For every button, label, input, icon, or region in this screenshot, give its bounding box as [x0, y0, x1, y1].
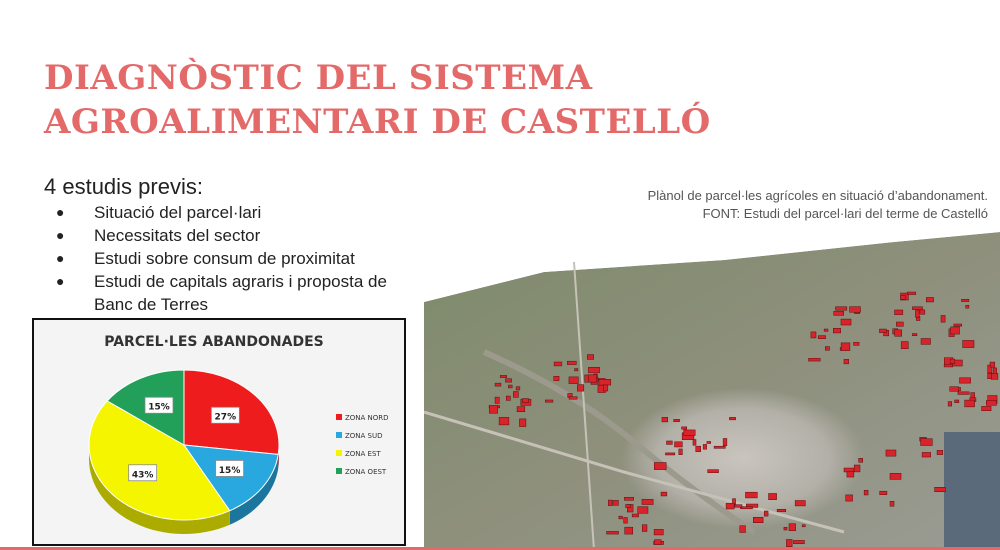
parcel-mark [854, 342, 860, 345]
parcel-mark [495, 397, 499, 403]
slide-title-line-2: AGROALIMENTARI DE CASTELLÓ [44, 102, 711, 142]
parcel-mark [834, 311, 844, 315]
parcel-mark [921, 439, 933, 446]
parcel-mark [567, 361, 576, 364]
parcel-mark [841, 319, 851, 325]
list-item [56, 247, 426, 270]
parcel-mark [626, 505, 631, 508]
parcel-mark [958, 392, 969, 395]
parcel-mark [901, 342, 908, 349]
parcel-mark [519, 419, 525, 427]
parcel-mark [675, 442, 683, 447]
parcel-mark [890, 473, 901, 479]
parcel-mark [603, 385, 607, 391]
bullet-icon: ● [56, 227, 65, 243]
parcel-mark [802, 525, 805, 527]
parcel-mark [505, 379, 511, 382]
parcel-mark [632, 514, 638, 517]
chart-title: PARCEL·LES ABANDONADES [104, 334, 324, 350]
parcel-mark [508, 385, 512, 388]
parcel-mark [921, 339, 930, 345]
parcel-mark [682, 427, 687, 429]
parcel-mark [638, 507, 648, 514]
parcel-mark [569, 397, 577, 400]
slide-title-line-1: DIAGNÒSTIC DEL SISTEMA [44, 58, 593, 98]
bullet-list [56, 201, 426, 316]
parcel-mark [735, 505, 742, 508]
parcel-mark [667, 441, 673, 444]
parcel-mark [966, 305, 969, 308]
legend-swatch [336, 468, 342, 474]
bullet-text: Necessitats del sector [94, 226, 261, 245]
parcel-mark [890, 501, 894, 506]
parcel-mark [844, 359, 849, 364]
parcel-mark [599, 379, 611, 385]
parcel-mark [545, 400, 553, 402]
parcel-mark [661, 492, 667, 496]
parcel-mark [965, 400, 975, 407]
bullet-text: Situació del parcel·lari [94, 203, 262, 222]
parcel-mark [912, 334, 917, 336]
parcel-mark [847, 472, 854, 477]
bullet-icon: ● [56, 250, 65, 266]
legend-swatch [336, 432, 342, 438]
parcel-mark [654, 529, 663, 535]
parcel-mark [729, 417, 735, 419]
parcel-mark [726, 503, 734, 509]
legend-entry: ZONA NORD [345, 414, 389, 422]
intro-text: 4 estudis previs: [44, 174, 203, 199]
parcel-mark [937, 450, 943, 454]
parcel-mark [665, 453, 674, 455]
parcel-mark [960, 378, 971, 383]
bullet-text: Estudi de capitals agraris i proposta de Banc de Terres [94, 272, 387, 314]
parcel-mark [654, 540, 661, 545]
port-area [944, 432, 1000, 550]
data-label: 27% [214, 412, 237, 423]
parcel-mark [954, 324, 962, 326]
parcel-mark [569, 377, 578, 384]
parcel-mark [854, 465, 860, 472]
parcel-mark [809, 358, 821, 361]
parcel-mark [907, 292, 916, 295]
parcel-mark [624, 518, 628, 524]
parcel-mark [707, 441, 711, 443]
parcel-mark [836, 307, 847, 310]
parcel-mark [895, 330, 902, 336]
pie-chart [34, 320, 404, 544]
parcel-mark [795, 501, 805, 506]
parcel-mark [990, 362, 995, 367]
parcel-mark [944, 364, 953, 367]
slide-title [44, 56, 744, 144]
parcel-mark [846, 495, 853, 501]
parcel-mark [577, 385, 584, 392]
parcel-mark [912, 307, 922, 310]
parcel-mark [608, 500, 612, 506]
parcel-mark [500, 375, 507, 377]
parcel-mark [879, 329, 886, 333]
parcel-mark [506, 396, 510, 400]
data-label: 43% [131, 470, 154, 481]
parcel-mark [575, 369, 578, 371]
parcel-mark [841, 343, 850, 351]
parcel-mark [554, 362, 562, 366]
parcel-mark [950, 387, 959, 392]
bullet-text: Estudi sobre consum de proximitat [94, 249, 355, 268]
parcel-mark [679, 449, 683, 455]
data-label: 15% [218, 465, 241, 476]
parcel-mark [696, 446, 701, 452]
parcel-mark [824, 329, 828, 331]
parcel-mark [769, 493, 777, 499]
aerial-map-image [424, 232, 1000, 550]
parcel-mark [991, 373, 998, 379]
parcel-mark [588, 375, 596, 382]
parcel-mark [642, 499, 653, 504]
parcel-mark [714, 446, 725, 448]
parcel-mark [654, 462, 666, 469]
parcel-mark [784, 527, 787, 530]
parcel-mark [777, 509, 786, 512]
legend-entry: ZONA OEST [345, 468, 387, 476]
parcel-mark [740, 526, 746, 533]
parcel-mark [499, 417, 509, 425]
parcel-mark [693, 440, 696, 446]
parcel-mark [745, 492, 757, 498]
parcel-mark [522, 399, 528, 403]
parcel-mark [587, 355, 593, 360]
parcel-mark [948, 402, 952, 407]
parcel-mark [833, 328, 840, 333]
parcel-mark [963, 340, 974, 347]
parcel-mark [786, 539, 792, 546]
list-item [56, 224, 426, 247]
parcel-mark [941, 315, 945, 322]
parcel-mark [818, 336, 825, 339]
parcel-mark [886, 450, 896, 456]
parcel-mark [880, 491, 887, 495]
parcel-mark [684, 430, 696, 436]
parcel-mark [955, 400, 959, 403]
parcel-mark [625, 527, 633, 534]
parcel-mark [864, 490, 868, 495]
parcel-mark [517, 407, 525, 412]
parcel-mark [674, 419, 680, 421]
legend-entry: ZONA SUD [345, 432, 383, 440]
bullet-icon: ● [56, 204, 65, 220]
parcel-mark [513, 392, 518, 398]
parcel-mark [825, 347, 829, 351]
parcel-mark [920, 310, 925, 314]
list-item [56, 270, 426, 316]
bullet-icon: ● [56, 273, 65, 289]
legend-entry: ZONA EST [345, 450, 381, 458]
parcel-mark [935, 487, 946, 491]
parcel-mark [642, 525, 647, 532]
parcel-mark [982, 406, 991, 410]
parcel-mark [703, 444, 706, 449]
parcel-mark [753, 517, 763, 522]
parcel-mark [895, 310, 903, 315]
parcel-mark [811, 332, 816, 338]
parcel-mark [607, 531, 619, 534]
legend-swatch [336, 450, 342, 456]
parcel-mark [764, 511, 768, 516]
parcel-mark [859, 458, 863, 462]
parcel-mark [708, 470, 719, 473]
parcel-mark [793, 540, 804, 543]
parcel-mark [922, 452, 931, 457]
parcel-mark [950, 359, 955, 363]
list-item [56, 201, 426, 224]
map-caption [568, 187, 988, 223]
parcel-mark [554, 376, 559, 380]
parcel-mark [740, 507, 752, 509]
map-caption-line-1: Plànol de parcel·les agrícoles en situació d’abandonament. [647, 188, 988, 203]
parcel-mark [986, 400, 996, 405]
parcel-mark [844, 468, 854, 472]
map-caption-line-2: FONT: Estudi del parcel·lari del terme de Castelló [702, 206, 988, 221]
aerial-map [424, 232, 1000, 550]
parcel-mark [901, 295, 906, 299]
parcel-mark [926, 297, 933, 301]
parcel-mark [619, 516, 623, 519]
parcel-mark [951, 327, 960, 334]
parcel-mark [588, 367, 599, 373]
parcel-mark [789, 524, 796, 531]
parcel-mark [662, 417, 668, 422]
data-label: 15% [148, 402, 170, 413]
parcel-mark [624, 497, 633, 500]
parcel-mark [495, 383, 501, 386]
parcel-mark [489, 405, 497, 413]
parcel-mark [850, 307, 861, 313]
parcel-mark [723, 438, 727, 445]
parcel-mark [915, 310, 919, 317]
parcel-mark [896, 322, 903, 326]
parcel-mark [516, 387, 520, 390]
pie-chart-frame [32, 318, 406, 546]
parcel-mark [961, 299, 968, 301]
parcel-mark [613, 500, 618, 505]
legend-swatch [336, 414, 342, 420]
